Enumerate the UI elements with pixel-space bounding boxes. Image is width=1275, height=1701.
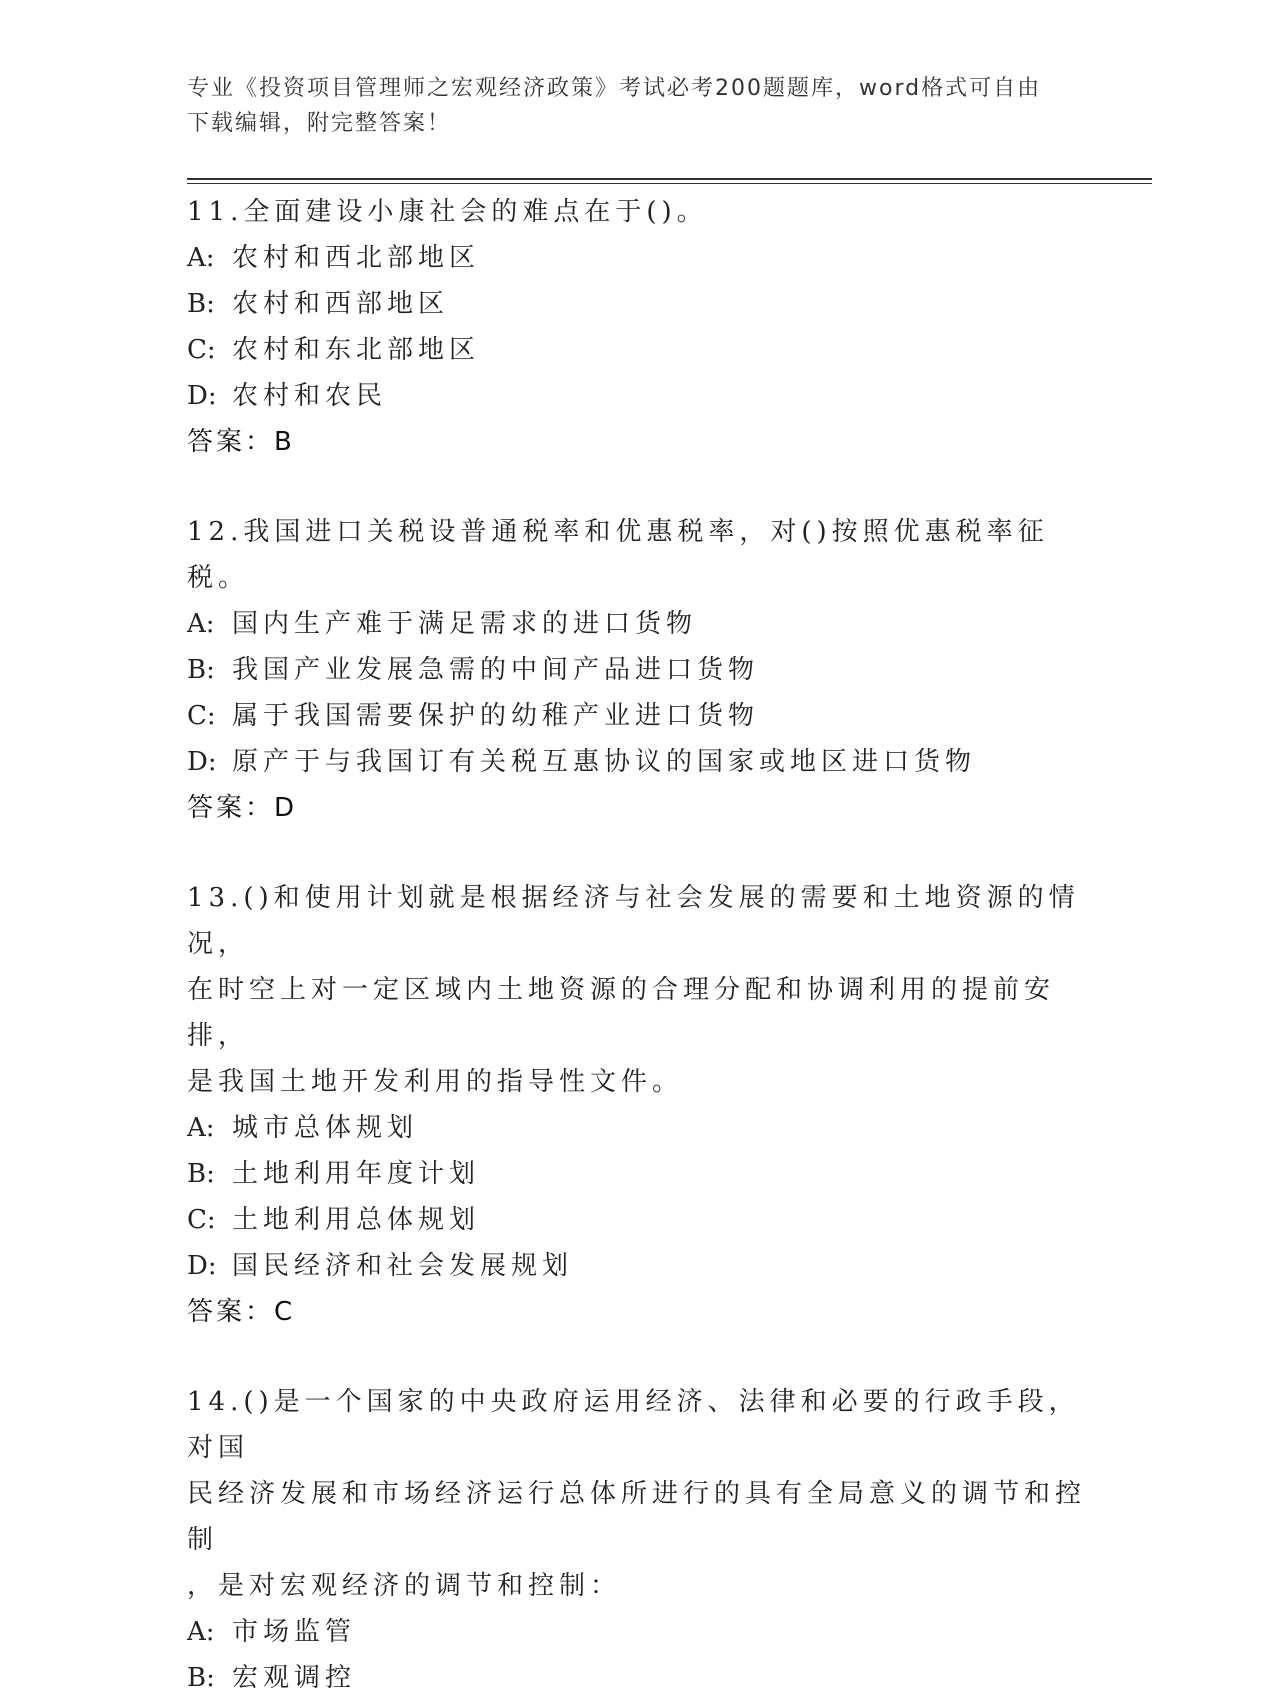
option-key: B: [187,1663,215,1693]
question-stem: 民经济发展和市场经济运行总体所进行的具有全局意义的调节和控制 [187,1479,1087,1555]
option-text: 国内生产难于满足需求的进口货物 [232,609,698,639]
option-text: 宏观调控 [232,1663,357,1693]
option-row [187,1609,1087,1655]
option-key: C: [187,1205,216,1235]
option-text: 属于我国需要保护的幼稚产业进口货物 [232,701,760,731]
document-header [187,71,1067,141]
option-row [187,1105,1087,1151]
question-stem: ，是对宏观经济的调节和控制： [187,1571,622,1601]
option-row [187,601,1087,647]
header-line-2: 下载编辑，附完整答案！ [187,111,452,136]
option-key: A: [187,609,215,639]
option-text: 土地利用总体规划 [232,1205,481,1235]
header-divider [187,178,1152,184]
option-key: B: [187,655,215,685]
option-key: D: [187,381,217,411]
option-text: 国民经济和社会发展规划 [232,1251,574,1281]
option-row [187,373,1087,419]
option-row [187,739,1087,785]
option-row [187,281,1087,327]
question-item [187,875,1087,1335]
option-text: 农村和西部地区 [232,289,450,319]
question-stem: 在时空上对一定区域内土地资源的合理分配和协调利用的提前安排， [187,975,1056,1051]
option-text: 城市总体规划 [232,1113,419,1143]
answer-line: 答案：C [187,1297,296,1327]
option-text: 我国产业发展急需的中间产品进口货物 [232,655,760,685]
answer-line: 答案：B [187,427,295,457]
answer-line: 答案：D [187,793,298,823]
option-key: B: [187,1159,215,1189]
option-text: 农村和农民 [232,381,388,411]
option-row [187,1655,1087,1701]
option-key: A: [187,243,215,273]
option-row [187,235,1087,281]
option-key: A: [187,1113,215,1143]
question-stem: 11.全面建设小康社会的难点在于()。 [187,197,708,227]
option-row [187,1243,1087,1289]
option-row [187,1151,1087,1197]
question-item [187,1379,1087,1701]
option-row [187,1197,1087,1243]
question-item [187,509,1087,831]
option-key: D: [187,1251,217,1281]
option-key: C: [187,701,216,731]
option-row [187,647,1087,693]
option-text: 市场监管 [232,1617,357,1647]
question-stem: 12.我国进口关税设普通税率和优惠税率，对()按照优惠税率征税。 [187,517,1049,593]
divider-line [187,178,1152,180]
option-row [187,693,1087,739]
question-stem: 13.()和使用计划就是根据经济与社会发展的需要和土地资源的情况， [187,883,1080,959]
option-key: A: [187,1617,215,1647]
option-key: B: [187,289,215,319]
header-line-1: 专业《投资项目管理师之宏观经济政策》考试必考200题题库，word格式可自由 [187,76,1042,101]
option-key: C: [187,335,216,365]
option-text: 农村和东北部地区 [232,335,481,365]
option-text: 土地利用年度计划 [232,1159,481,1189]
option-row [187,327,1087,373]
divider-line [187,183,1152,184]
question-list [187,189,1087,1701]
question-stem: 14.()是一个国家的中央政府运用经济、法律和必要的行政手段，对国 [187,1387,1080,1463]
option-text: 农村和西北部地区 [232,243,481,273]
question-item [187,189,1087,465]
option-text: 原产于与我国订有关税互惠协议的国家或地区进口货物 [232,747,977,777]
option-key: D: [187,747,217,777]
question-stem: 是我国土地开发利用的指导性文件。 [187,1067,684,1097]
